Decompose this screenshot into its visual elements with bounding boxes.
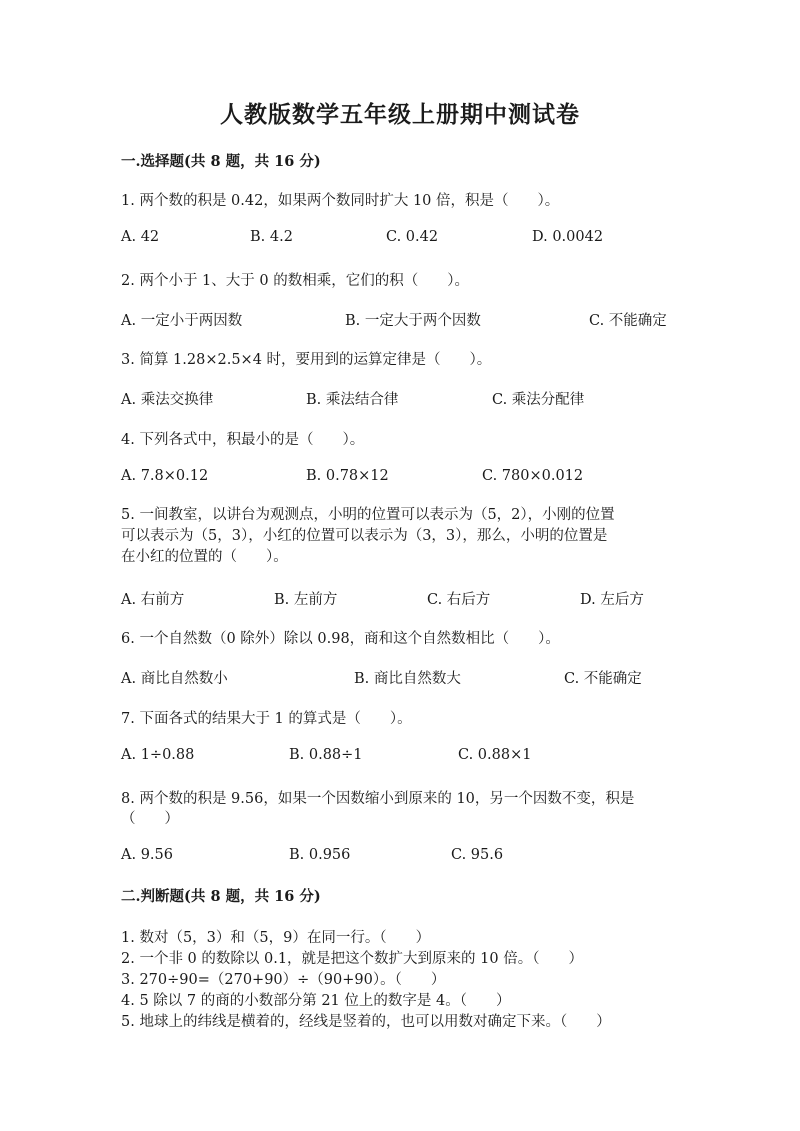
q6-option-a: A. 商比自然数小 [121, 671, 228, 687]
q3-option-a: A. 乘法交换律 [121, 392, 214, 408]
question-5-line-1: 5. 一间教室，以讲台为观测点，小明的位置可以表示为（5，2），小刚的位置 [121, 507, 615, 523]
question-1: 1. 两个数的积是 0.42，如果两个数同时扩大 10 倍，积是（ ）。 [121, 193, 560, 209]
question-6: 6. 一个自然数（0 除外）除以 0.98，商和这个自然数相比（ ）。 [121, 631, 560, 647]
page-title: 人教版数学五年级上册期中测试卷 [220, 101, 580, 128]
question-5-line-2: 可以表示为（5，3），小红的位置可以表示为（3，3），那么，小明的位置是 [121, 528, 608, 544]
question-3: 3. 简算 1.28×2.5×4 时，要用到的运算定律是（ ）。 [121, 352, 492, 368]
q4-option-c: C. 780×0.012 [482, 468, 584, 484]
q8-option-a: A. 9.56 [121, 847, 173, 863]
q6-option-b: B. 商比自然数大 [354, 671, 461, 687]
section-heading-choice: 一.选择题(共 8 题，共 16 分) [121, 153, 321, 170]
q5-option-d: D. 左后方 [580, 592, 644, 608]
q1-option-c: C. 0.42 [386, 229, 439, 245]
q4-option-b: B. 0.78×12 [306, 468, 389, 484]
question-4: 4. 下列各式中，积最小的是（ ）。 [121, 432, 365, 448]
q1-option-a: A. 42 [121, 229, 160, 245]
judgment-item-4: 4. 5 除以 7 的商的小数部分第 21 位上的数字是 4。（ ） [121, 993, 511, 1009]
question-2: 2. 两个小于 1、大于 0 的数相乘，它们的积（ ）。 [121, 273, 469, 289]
q8-option-c: C. 95.6 [451, 847, 504, 863]
question-7: 7. 下面各式的结果大于 1 的算式是（ ）。 [121, 711, 412, 727]
q5-option-c: C. 右后方 [427, 592, 491, 608]
question-8-line-2: （ ） [121, 811, 179, 827]
judgment-item-2: 2. 一个非 0 的数除以 0.1，就是把这个数扩大到原来的 10 倍。（ ） [121, 951, 583, 967]
question-5-line-3: 在小红的位置的（ ）。 [121, 549, 288, 565]
q1-option-b: B. 4.2 [250, 229, 293, 245]
question-8-line-1: 8. 两个数的积是 9.56，如果一个因数缩小到原来的 10，另一个因数不变，积是 [121, 791, 635, 807]
q2-option-b: B. 一定大于两个因数 [345, 313, 481, 329]
judgment-item-1: 1. 数对（5，3）和（5，9）在同一行。（ ） [121, 930, 431, 946]
q5-option-b: B. 左前方 [274, 592, 338, 608]
q7-option-c: C. 0.88×1 [458, 747, 532, 763]
q3-option-c: C. 乘法分配律 [492, 392, 585, 408]
q3-option-b: B. 乘法结合律 [306, 392, 399, 408]
q2-option-c: C. 不能确定 [589, 313, 667, 329]
q2-option-a: A. 一定小于两因数 [121, 313, 243, 329]
section-heading-judgment: 二.判断题(共 8 题，共 16 分) [121, 888, 321, 905]
q1-option-d: D. 0.0042 [532, 229, 604, 245]
q5-option-a: A. 右前方 [121, 592, 185, 608]
q4-option-a: A. 7.8×0.12 [121, 468, 209, 484]
q8-option-b: B. 0.956 [289, 847, 351, 863]
judgment-item-3: 3. 270÷90=（270+90）÷（90+90）。（ ） [121, 972, 446, 988]
q6-option-c: C. 不能确定 [564, 671, 642, 687]
judgment-item-5: 5. 地球上的纬线是横着的，经线是竖着的，也可以用数对确定下来。（ ） [121, 1014, 611, 1030]
q7-option-b: B. 0.88÷1 [289, 747, 363, 763]
q7-option-a: A. 1÷0.88 [121, 747, 195, 763]
